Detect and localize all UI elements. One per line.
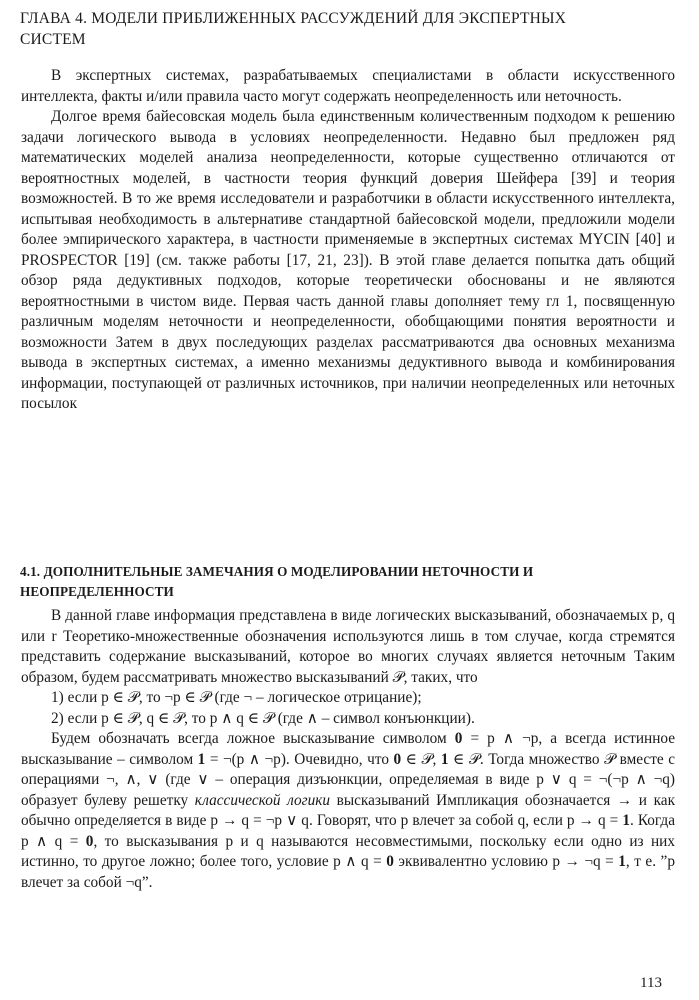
false-symbol: 0: [393, 750, 402, 768]
true-symbol: 1: [622, 812, 630, 829]
chapter-title: ГЛАВА 4. МОДЕЛИ ПРИБЛИЖЕННЫХ РАССУЖДЕНИЙ ДЛЯ ЭКСПЕРТНЫХ СИСТЕМ: [20, 10, 567, 48]
intro-paragraph-1: В экспертных системах, разрабатываемых специалистами в области искусственного интеллекта, факты и/или правила часто могут содержать неопределенность или неточность.: [21, 67, 675, 105]
false-symbol: 0: [85, 832, 94, 850]
text-run: эквивалентно условию p → ¬q =: [398, 853, 614, 870]
text-run: , т е. ”p влечет за собой ¬q”.: [21, 853, 675, 891]
text-run: = ¬(p ∧ ¬p). Очевидно, что: [209, 750, 389, 768]
false-symbol: 0: [454, 730, 463, 747]
true-symbol: 1: [197, 750, 206, 768]
text-run: . Когда p ∧ q =: [21, 812, 676, 850]
true-symbol: 1: [618, 853, 626, 870]
text-run: = p ∧ ¬p, а всегда истинное высказывание – символом: [21, 730, 676, 768]
text-run: , то высказывания p и q называются несовместимыми, поскольку если одно из них истинно, то другое ложно; более того, условие p ∧ q =: [21, 832, 676, 870]
text-run: Будем обозначать всегда ложное высказывание символом: [51, 730, 447, 747]
text-run: ∈ 𝒫. Тогда множество 𝒫 вместе с операциями ¬, ∧, ∨ (где ∨ – операция дизъюнкции, определяемая в виде p ∨ q = ¬(¬p ∧ ¬q) образует булеву решетку: [21, 750, 675, 809]
intro-paragraph-2: Долгое время байесовская модель была единственным количественным подходом к решению задачи логического вывода в условиях неопределенности. Недавно был предложен ряд математических моделей анализа неопределенности, которые существенно отличаются от вероятностных моделей, в частности теория функций доверия Шейфера [39] и теория возможностей. В то же время исследователи и разработчики в области искусственного интеллекта, испытывая необходимость в альтернативе стандартной байесовской модели, предложили модели более эмпирического характера, в частности применяемые в экспертных системах MYCIN [40] и PROSPECTOR [19] (см. также работы [17, 21, 23]). В этой главе делается попытка дать общий обзор ряда дедуктивных подходов, которые теоретически обоснованы и не являются вероятностными в чистом виде. Первая часть данной главы дополняет тему гл 1, посвященную различным моделям неточности и неопределенности, обобщающими понятия вероятности и возможности Затем в двух последующих разделах рассматриваются два основных механизма вывода в экспертных системах, а именно механизмы дедуктивного вывода и комбинирования информации, поступающей от различных источников, при наличии неопределенных или неточных посылок: [21, 108, 675, 412]
page-number: 113: [640, 975, 662, 991]
true-symbol: 1: [440, 750, 449, 768]
condition-item-2: 2) если p ∈ 𝒫, q ∈ 𝒫, то p ∧ q ∈ 𝒫 (где ∧ – символ конъюнкции).: [51, 709, 475, 727]
section-text: [21, 606, 675, 893]
section-paragraph-2: [21, 729, 675, 893]
intro-text: [21, 66, 675, 415]
text-run: высказываний Импликация обозначается → и как обычно определяется в виде p → q = ¬p ∨ q. Говорят, что p влечет за собой q, если p → q =: [21, 791, 675, 829]
text-run: ∈ 𝒫,: [405, 750, 437, 768]
false-symbol: 0: [386, 853, 394, 870]
section-paragraph-1: В данной главе информация представлена в виде логических высказываний, обозначаемых p, q или r Теоретико-множественные обозначения используются лишь в том случае, когда стремятся представить содержание высказываний, которое во многих случаях является неточным Таким образом, будем рассматривать множество высказываний 𝒫, таких, что: [21, 607, 675, 686]
condition-item-1: 1) если p ∈ 𝒫, то ¬p ∈ 𝒫 (где ¬ – логическое отрицание);: [51, 689, 422, 706]
italic-term: классической логики: [194, 791, 331, 809]
section-heading: 4.1. ДОПОЛНИТЕЛЬНЫЕ ЗАМЕЧАНИЯ О МОДЕЛИРОВАНИИ НЕТОЧНОСТИ И НЕОПРЕДЕЛЕННОСТИ: [20, 564, 534, 599]
